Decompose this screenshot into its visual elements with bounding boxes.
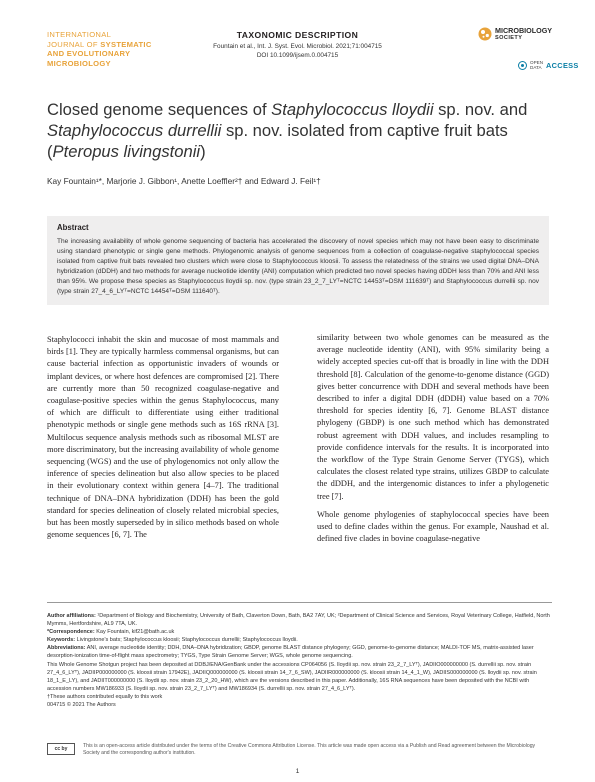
open-data-line2: DATA bbox=[530, 65, 542, 70]
article-title bbox=[47, 99, 557, 162]
body-paragraph: similarity between two whole genomes can be measured as the average nucleotide identity (ANI), with 95% similarity being a widely accepted species cut-off that is broadly in line with the DDH threshold [8]. Calculation of the genome-to-genome distance (GGD) gives better concurrence with DDH and several methods have been described to infer a digital DDH (dDDH) value based on a 70% threshold for species identity [6, 7]. Genome BLAST distance phylogeny (GBDP) is one such method which has demonstrated robust agreement with DDH values, and includes resampling to provide confidence intervals for the results. It is incorporated into the workflow of the Type Strain Genome Server (TYGS), which calculates the closest related type strains, utilizes GBDP to calculate the dDDH, and the intergenomic distances to infer a phylogenetic tree [7]. bbox=[317, 333, 549, 501]
keywords-label: Keywords: bbox=[47, 637, 76, 644]
correspondence-label: *Correspondence: bbox=[47, 629, 95, 636]
article-header bbox=[195, 30, 400, 59]
affiliations-text: ¹Department of Biology and Biochemistry, University of Bath, Claverton Down, Bath, BA2 7AY, UK; ²Department of Clinical Science and Services, Royal Veterinary College, Hatfield, North Mymms, Hertfordshire, AL9 7TA, UK. bbox=[47, 613, 550, 628]
journal-line-2a: JOURNAL OF bbox=[47, 39, 101, 49]
title-text: Closed genome sequences of Staphylococcus lloydii sp. nov. and Staphylococcus durrellii sp. nov. isolated from captive fruit bats (Pteropus livingstonii) bbox=[47, 100, 528, 161]
abstract-heading: Abstract bbox=[57, 223, 89, 232]
section-label: TAXONOMIC DESCRIPTION bbox=[236, 30, 359, 40]
journal-line-1: INTERNATIONAL bbox=[47, 30, 112, 39]
body-paragraph: Whole genome phylogenies of staphylococcal species have been used to define clades within the genus. For example, Naushad et al. defined five clades in bovine coagulase-negative bbox=[317, 509, 549, 544]
abstract-box bbox=[47, 216, 549, 305]
journal-line-2b: SYSTEMATIC bbox=[100, 39, 152, 49]
keywords bbox=[47, 636, 552, 644]
journal-line-3-text: AND EVOLUTIONARY bbox=[47, 49, 131, 59]
journal-line-4 bbox=[47, 59, 197, 69]
open-access-badge bbox=[518, 60, 579, 70]
footnote-divider bbox=[47, 602, 552, 603]
abbreviations-text: ANI, average nucleotide identity; DDH, DNA–DNA hybridization; GBDP, genome BLAST distance phylogeny; GGD, genome-to-genome distance; MALDI-TOF MS, matrix-assisted laser desorption-ionization time-of-flight mass spectrometry; TYGS, Type Strain Genome Server; WGS, whole genome sequencing. bbox=[47, 645, 534, 660]
open-data-label bbox=[530, 60, 543, 70]
journal-line-4-text: MICROBIOLOGY bbox=[47, 58, 111, 68]
publisher-logo bbox=[478, 27, 558, 41]
license-notice bbox=[47, 743, 552, 757]
abstract-text: The increasing availability of whole genome sequencing of bacteria has accelerated the discovery of novel species which may not have been easy to discriminate using standard phenotypic or single gene methods. Phylogenomic analysis of genome sequences from a collection of coagulase-negative staphylococcal species isolated from captive fruit bats revealed two clusters which were close to Staphylococcus kloosii. To assess the relatedness of the strains we used digital DNA–DNA hybridization (dDDH) and two methods for average nucleotide identity (ANI) computation which predicted two novel species having dDDH less than 70% and ANI less than 95%. We propose these species as Staphylococcus lloydii sp. nov. (type strain 23_2_7_LYᵀ=NCTC 14453ᵀ=DSM 111639ᵀ) and Staphylococcus durrellii sp. nov (type strain 27_4_6_LYᵀ=NCTC 14454ᵀ=DSM 111640ᵀ). bbox=[57, 238, 539, 296]
affiliations-label: Author affiliations: bbox=[47, 613, 96, 619]
data-deposition: This Whole Genome Shotgun project has been deposited at DDBJ/ENA/GenBank under the accessions CP064056 (S. lloydii sp. nov. strain 23_2_7_LYᵀ), JADIIO000000000 (S. durrellii sp. nov. strain 27_4_6_LYᵀ), JADIIP000000000 (S. kloosii strain 17942E), JADIIQ000000000 (S. kloosii strain 14_7_6_SW), JADIIR000000000 (S. kloosii strain 14_4_1_W), JADIIS000000000 (S. lloydii sp. nov. strain 18_1_E_LY), and JADIIT000000000 (S. lloydii sp. nov. strain 23_2_20_HW), which are the versions described in this paper. Additionally, 16S RNA sequences have been deposited with the NCBI with accession numbers MW186933 (S. lloydii sp. nov. strain 23_2_7_LYᵀ) and MW186934 (S. durrellii sp. nov. strain 27_4_6_LYᵀ). bbox=[47, 661, 537, 692]
keywords-text: Livingstone's bats; Staphylococcus kloosii; Staphylococcus durrellii; Staphylococcus lloydii. bbox=[75, 637, 298, 644]
cc-by-badge[interactable]: cc by bbox=[47, 743, 75, 755]
publisher-sub: SOCIETY bbox=[495, 34, 523, 41]
abbreviations-label: Abbreviations: bbox=[47, 645, 86, 652]
author-list: Kay Fountain¹*, Marjorie J. Gibbon¹, Anette Loeffler²† and Edward J. Feil¹† bbox=[47, 176, 321, 186]
abbreviations bbox=[47, 644, 552, 660]
citation: Fountain et al., Int. J. Syst. Evol. Microbiol. 2021;71:004715 bbox=[213, 43, 382, 50]
article-id: 004715 © 2021 The Authors bbox=[47, 702, 116, 709]
open-access-label: ACCESS bbox=[546, 60, 579, 70]
journal-line-2 bbox=[47, 40, 197, 50]
body-paragraph: Staphylococci inhabit the skin and mucosae of most mammals and birds [1]. They are typically harmless commensal organisms, but can cause bacterial infection as opportunistic invaders of wounds or implant devices, or where host defences are compromised [2]. There are currently more than 50 recognized coagulase-negative and coagulase-positive species within the genus Staphylococcus, many of which are difficult to differentiate using either traditional phenotypic methods or single gene methods such as 16S rRNA [3]. Multilocus sequence analysis methods such as ribosomal MLST are more discriminatory, but the increasing availability of whole genome sequencing (WGS) and the use of phylogenomics not only allow the inference of species delineation but also allow species to be placed in their evolutionary context within genera [4–7]. The traditional technique of DNA–DNA hybridization (DDH) has been the gold standard for species delineation of closely related microbial species, but has been mostly superseded by in silico methods based on whole genome sequences [6, 7]. The bbox=[47, 335, 279, 540]
microbiology-society-logo-icon bbox=[478, 27, 492, 41]
body-column-right bbox=[317, 332, 549, 545]
journal-line-3 bbox=[47, 49, 197, 59]
body-column-left bbox=[47, 334, 279, 541]
doi-link[interactable]: DOI 10.1099/ijsem.0.004715 bbox=[256, 52, 339, 59]
license-text: This is an open-access article distributed under the terms of the Creative Commons Attribution License. This article was made open access via a Publish and Read agreement between the Microbiology Society and the corresponding author's institution. bbox=[83, 743, 536, 756]
open-data-line1: OPEN bbox=[530, 60, 544, 65]
publisher-name: MICROBIOLOGY bbox=[495, 26, 553, 36]
footnotes bbox=[47, 612, 552, 709]
correspondence-text[interactable]: Kay Fountain, kif21@bath.ac.uk bbox=[94, 629, 175, 636]
journal-name bbox=[47, 30, 197, 68]
correspondence bbox=[47, 628, 552, 636]
open-data-icon bbox=[518, 61, 527, 70]
page-number: 1 bbox=[295, 768, 300, 775]
equal-contribution: †These authors contributed equally to this work bbox=[47, 693, 163, 700]
affiliations bbox=[47, 612, 552, 628]
